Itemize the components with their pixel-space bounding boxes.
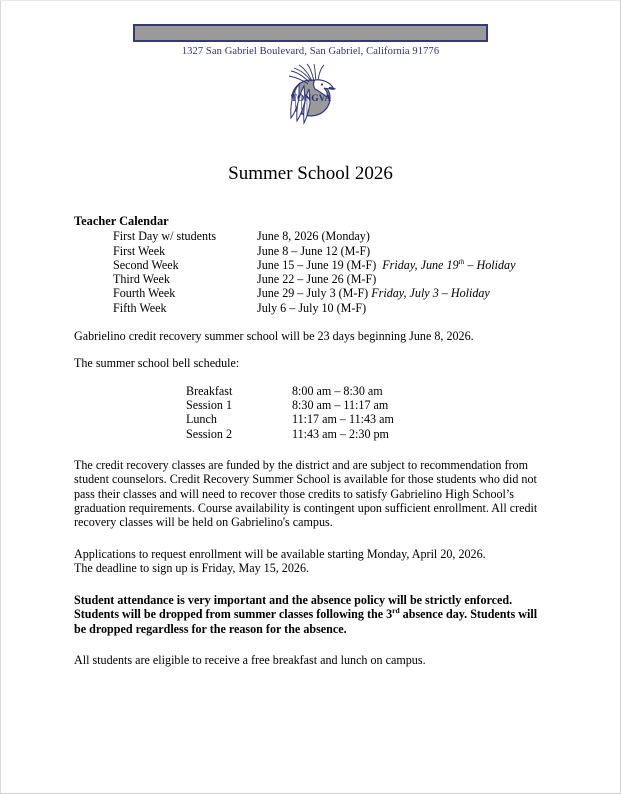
table-row	[186, 427, 394, 441]
bell-period-time: 8:30 am – 11:17 am	[292, 397, 389, 412]
bell-schedule-body	[186, 384, 394, 441]
calendar-label: First Week	[113, 243, 166, 258]
summer-school-length-paragraph: Gabrielino credit recovery summer school will be 23 days beginning June 8, 2026.	[74, 329, 474, 344]
logo-text: TONGVA	[290, 94, 331, 104]
calendar-value-text: June 22 – June 26 (M-F)	[257, 272, 377, 287]
attendance-policy-paragraph	[74, 593, 547, 636]
applications-availability-line: Applications to request enrollment will be available starting Monday, April 20, 2026.	[74, 546, 486, 561]
attendance-policy-part1: Student attendance is very important and the absence policy will be strictly enforced. Students will be dropped from summer classes following the 3	[74, 592, 513, 622]
bell-period-label: Breakfast	[186, 383, 233, 398]
calendar-label: First Day w/ students	[113, 229, 217, 244]
holiday-note-tail: – Holiday	[464, 257, 516, 272]
calendar-value	[257, 286, 515, 300]
bell-period-time: 11:43 am – 2:30 pm	[292, 426, 389, 441]
bell-period-label: Lunch	[186, 412, 217, 427]
ordinal-suffix: rd	[392, 606, 400, 616]
calendar-label: Fifth Week	[113, 300, 167, 315]
table-row	[113, 258, 515, 272]
calendar-value-text: June 8 – June 12 (M-F)	[257, 243, 371, 258]
calendar-value	[257, 229, 515, 243]
calendar-value	[257, 244, 515, 258]
calendar-value-text: June 29 – July 3 (M-F)	[257, 286, 369, 301]
calendar-label: Second Week	[113, 257, 179, 272]
applications-deadline-line: The deadline to sign up is Friday, May 15, 2026.	[74, 561, 310, 576]
applications-paragraph	[74, 547, 547, 576]
bell-schedule-table	[186, 384, 394, 441]
school-address: 1327 San Gabriel Boulevard, San Gabriel, California 91776	[181, 46, 440, 57]
bell-schedule-intro: The summer school bell schedule:	[74, 356, 240, 371]
teacher-calendar-heading: Teacher Calendar	[74, 214, 169, 228]
free-meals-paragraph: All students are eligible to receive a free breakfast and lunch on campus.	[74, 652, 426, 667]
table-row	[113, 286, 515, 300]
bell-period-time: 8:00 am – 8:30 am	[292, 383, 383, 398]
table-row	[113, 272, 515, 286]
bell-period-label: Session 2	[186, 426, 233, 441]
attendance-policy-part2: absence day. Students will be dropped regardless for the reason for the absence.	[74, 607, 538, 636]
page-title: Summer School 2026	[228, 163, 393, 184]
logo-container	[1, 60, 620, 130]
calendar-label: Third Week	[113, 272, 170, 287]
calendar-value-text: June 8, 2026 (Monday)	[257, 229, 370, 244]
table-row	[113, 244, 515, 258]
bell-period-label: Session 1	[186, 397, 233, 412]
letterhead	[1, 1, 620, 130]
ordinal-suffix: th	[458, 256, 465, 266]
calendar-value	[257, 301, 515, 315]
calendar-holiday-note	[382, 258, 515, 272]
table-row	[113, 229, 515, 243]
calendar-value	[257, 258, 515, 272]
calendar-value-text: June 15 – June 19 (M-F)	[257, 257, 377, 272]
teacher-calendar-table	[113, 229, 515, 315]
credit-recovery-paragraph: The credit recovery classes are funded by the district and are subject to recommendation from student counselors. Credit Recovery Summer School is available for those students who did not pass their classes and will need to recover those credits to satisfy Gabrielino High School’s graduation requirements. Course availability is contingent upon sufficient enrollment. All credit recovery classes will be held on Gabrielino's campus.	[74, 457, 538, 530]
holiday-note-text: Friday, June 19	[382, 257, 459, 272]
calendar-label: Fourth Week	[113, 286, 176, 301]
calendar-value-text: July 6 – July 10 (M-F)	[257, 300, 367, 315]
calendar-value	[257, 272, 515, 286]
teacher-calendar-body	[113, 229, 515, 315]
document-body	[1, 214, 620, 667]
calendar-holiday-note: Friday, July 3 – Holiday	[371, 286, 490, 301]
table-row	[186, 412, 394, 426]
bell-period-time: 11:17 am – 11:43 am	[292, 412, 394, 427]
table-row	[113, 301, 515, 315]
letterhead-gray-bar	[133, 24, 488, 42]
table-row	[186, 398, 394, 412]
tongva-eagle-logo-icon	[279, 60, 343, 130]
table-row	[186, 384, 394, 398]
